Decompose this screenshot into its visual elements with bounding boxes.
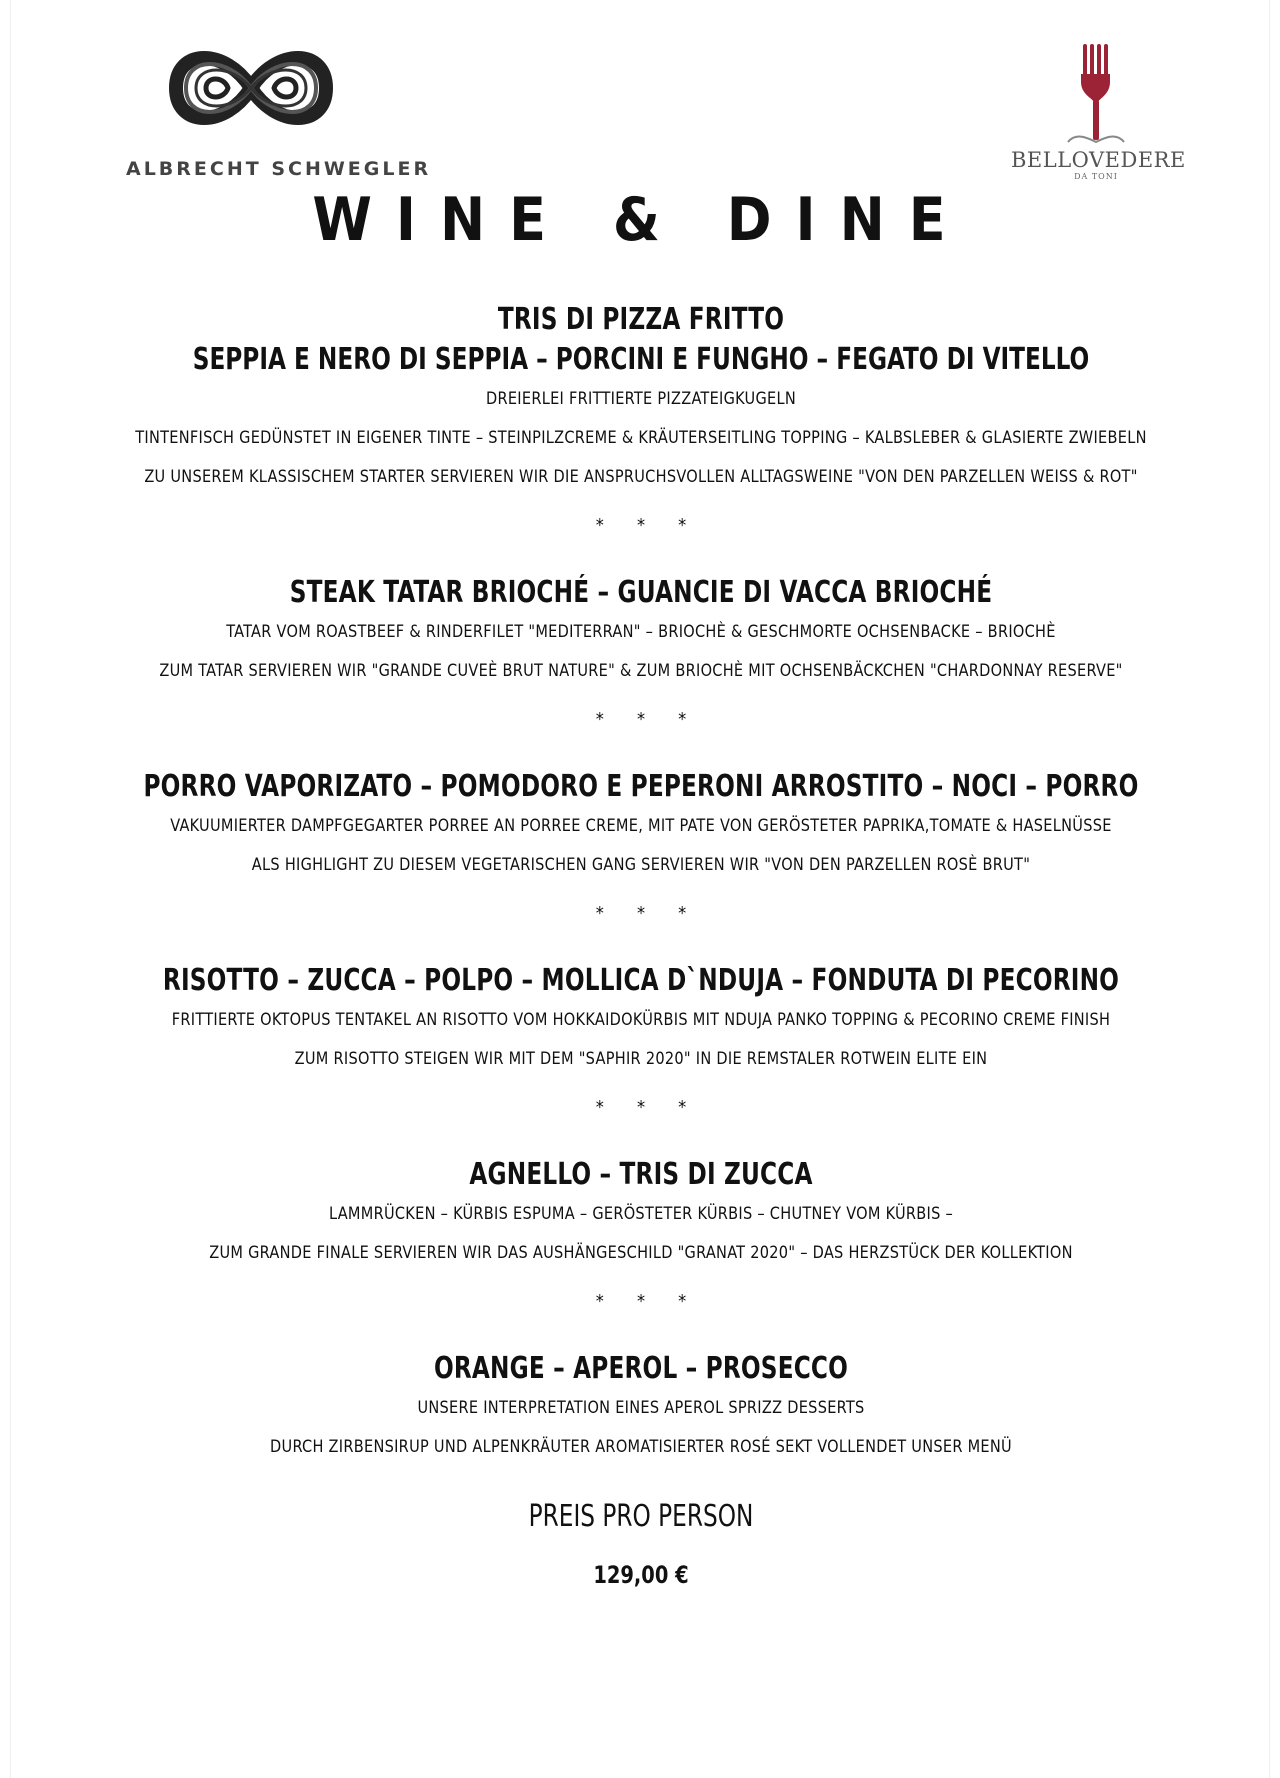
infinity-brushstroke-icon bbox=[166, 38, 336, 138]
course-wine-pairing: ALS HIGHLIGHT ZU DIESEM VEGETARISCHEN GANG SERVIEREN WIR "VON DEN PARZELLEN ROSÈ BRUT" bbox=[251, 855, 1031, 875]
menu-page bbox=[10, 0, 1270, 1778]
course-description: TINTENFISCH GEDÜNSTET IN EIGENER TINTE – STEINPILZCREME & KRÄUTERSEITLING TOPPING – KALBSLEBER & GLASIERTE ZWIEBELN bbox=[135, 428, 1147, 448]
bellovedere-brand: BELLOVEDERE bbox=[1011, 148, 1186, 172]
albrecht-schwegler-logo bbox=[121, 38, 432, 180]
course-separator: * * * bbox=[595, 903, 701, 924]
course-name: STEAK TATAR BRIOCHÉ – GUANCIE DI VACCA BRIOCHÉ bbox=[289, 575, 993, 610]
course-4 bbox=[31, 961, 1251, 1123]
course-name: AGNELLO – TRIS DI ZUCCA bbox=[469, 1157, 813, 1192]
course-description: DREIERLEI FRITTIERTE PIZZATEIGKUGELN bbox=[485, 389, 797, 409]
course-separator: * * * bbox=[595, 709, 701, 730]
course-5 bbox=[31, 1155, 1251, 1317]
course-wine-pairing: ZUM RISOTTO STEIGEN WIR MIT DEM "SAPHIR 2020" IN DIE REMSTALER ROTWEIN ELITE EIN bbox=[294, 1049, 988, 1069]
course-2 bbox=[31, 573, 1251, 735]
albrecht-schwegler-brand: ALBRECHT SCHWEGLER bbox=[126, 158, 432, 180]
bellovedere-logo bbox=[1011, 42, 1186, 181]
course-description: VAKUUMIERTER DAMPFGEGARTER PORREE AN PORREE CREME, MIT PATE VON GERÖSTETER PAPRIKA,TOMATE & HASELNÜSSE bbox=[170, 816, 1112, 836]
course-name: RISOTTO – ZUCCA – POLPO – MOLLICA D`NDUJA – FONDUTA DI PECORINO bbox=[162, 963, 1120, 998]
course-wine-pairing: ZUM TATAR SERVIEREN WIR "GRANDE CUVEÈ BRUT NATURE" & ZUM BRIOCHÈ MIT OCHSENBÄCKCHEN "CHARDONNAY RESERVE" bbox=[159, 661, 1123, 681]
course-list bbox=[31, 300, 1251, 1595]
fork-icon bbox=[1066, 42, 1126, 152]
course-subtitle: SEPPIA E NERO DI SEPPIA – PORCINI E FUNGHO – FEGATO DI VITELLO bbox=[192, 342, 1090, 377]
course-description: FRITTIERTE OKTOPUS TENTAKEL AN RISOTTO VOM HOKKAIDOKÜRBIS MIT NDUJA PANKO TOPPING & PECORINO CREME FINISH bbox=[171, 1010, 1111, 1030]
course-name: TRIS DI PIZZA FRITTO bbox=[497, 302, 785, 337]
course-separator: * * * bbox=[595, 515, 701, 536]
price-label: PREIS PRO PERSON bbox=[528, 1499, 754, 1534]
course-wine-pairing: ZU UNSEREM KLASSISCHEM STARTER SERVIEREN WIR DIE ANSPRUCHSVOLLEN ALLTAGSWEINE "VON DEN PARZELLEN WEISS & ROT" bbox=[144, 467, 1138, 487]
course-1 bbox=[31, 300, 1251, 541]
course-name: ORANGE – APEROL – PROSECCO bbox=[433, 1351, 849, 1386]
course-description: TATAR VOM ROASTBEEF & RINDERFILET "MEDITERRAN" – BRIOCHÈ & GESCHMORTE OCHSENBACKE – BRIOCHÈ bbox=[226, 622, 1056, 642]
bellovedere-subtitle: DA TONI bbox=[1074, 172, 1118, 181]
course-wine-pairing: DURCH ZIRBENSIRUP UND ALPENKRÄUTER AROMATISIERTER ROSÉ SEKT VOLLENDET UNSER MENÜ bbox=[270, 1437, 1012, 1457]
course-6 bbox=[31, 1349, 1251, 1467]
price-value: 129,00 € bbox=[593, 1561, 689, 1589]
course-3 bbox=[31, 767, 1251, 929]
course-description: UNSERE INTERPRETATION EINES APEROL SPRIZZ DESSERTS bbox=[417, 1398, 865, 1418]
course-separator: * * * bbox=[595, 1291, 701, 1312]
course-wine-pairing: ZUM GRANDE FINALE SERVIEREN WIR DAS AUSHÄNGESCHILD "GRANAT 2020" – DAS HERZSTÜCK DER KOLLEKTION bbox=[209, 1243, 1073, 1263]
course-separator: * * * bbox=[595, 1097, 701, 1118]
menu-title: WINE & DINE bbox=[312, 185, 970, 255]
course-description: LAMMRÜCKEN – KÜRBIS ESPUMA – GERÖSTETER KÜRBIS – CHUTNEY VOM KÜRBIS – bbox=[328, 1204, 954, 1224]
course-name: PORRO VAPORIZATO – POMODORO E PEPERONI ARROSTITO – NOCI – PORRO bbox=[143, 769, 1139, 804]
